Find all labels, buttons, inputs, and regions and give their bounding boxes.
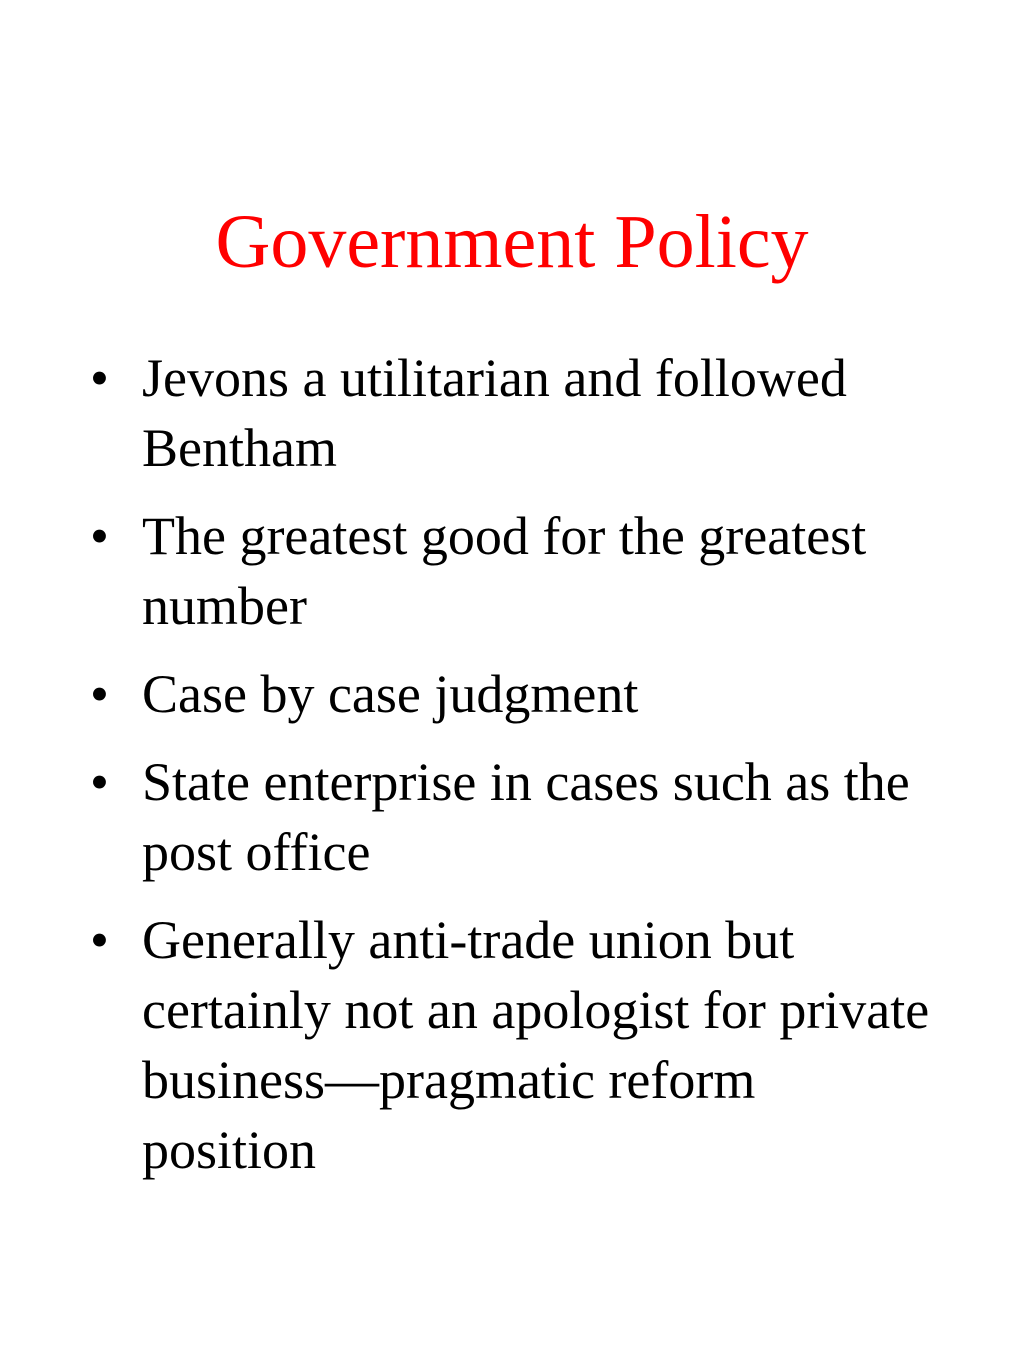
bullet-item	[90, 501, 990, 641]
bullet-item	[90, 659, 990, 729]
bullet-marker: •	[90, 348, 109, 408]
bullet-item	[90, 747, 990, 887]
slide-title: Government Policy	[215, 200, 809, 284]
bullet-text: The greatest good for the greatest number	[142, 506, 867, 636]
bullet-item	[90, 905, 990, 1185]
bullet-marker: •	[90, 752, 109, 812]
bullet-marker: •	[90, 910, 109, 970]
bullet-text: Case by case judgment	[142, 664, 639, 724]
bullet-item	[90, 343, 990, 483]
bullet-list	[90, 343, 990, 1203]
bullet-text: Jevons a utilitarian and followed Bentham	[142, 348, 847, 478]
bullet-marker: •	[90, 506, 109, 566]
bullet-text: Generally anti-trade union but certainly not an apologist for private business—pragmatic reform position	[142, 910, 930, 1180]
bullet-text: State enterprise in cases such as the post office	[142, 752, 910, 882]
bullet-marker: •	[90, 664, 109, 724]
